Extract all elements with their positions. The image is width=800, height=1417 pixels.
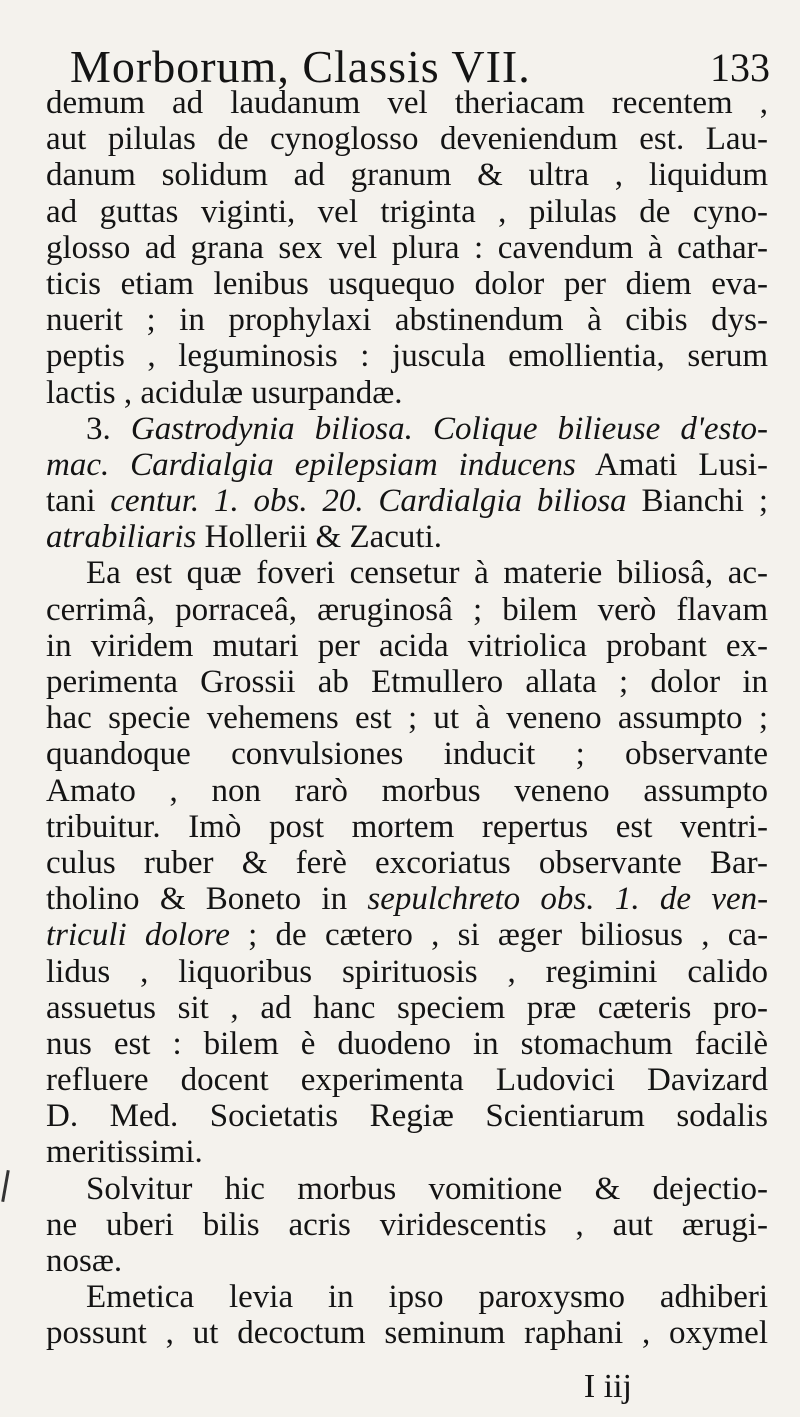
text-line: nosæ. — [46, 1243, 123, 1279]
text-line: meritissimi. — [46, 1134, 203, 1171]
text-line: in viridem mutari per acida vitriolica probant ex- — [46, 627, 768, 664]
text-line: demum ad laudanum vel theriacam recentem , — [46, 85, 768, 121]
text-line: nuerit ; in prophylaxi abstinendum à cibis dys- — [46, 302, 768, 339]
text-line: 3. Gastrodynia biliosa. Colique bilieuse d'esto- — [86, 410, 768, 447]
text-line: hac specie vehemens est ; ut à veneno assumpto ; — [46, 700, 768, 737]
text-line: ticis etiam lenibus usquequo dolor per diem eva- — [46, 265, 768, 302]
text-line: mac. Cardialgia epilepsiam inducens Amati Lusi- — [46, 446, 768, 483]
text-line: aut pilulas de cynoglosso deveniendum est. Lau- — [46, 121, 768, 158]
text-line: refluere docent experimenta Ludovici Davizard — [46, 1062, 768, 1099]
text-line: assuetus sit , ad hanc speciem præ cæteris pro- — [46, 989, 768, 1026]
signature-mark: I iij — [583, 1368, 632, 1405]
text-line: cerrimâ, porraceâ, æruginosâ ; bilem verò flavam — [46, 591, 768, 628]
text-line: ad guttas viginti, vel triginta , pilulas de cyno- — [46, 193, 768, 230]
text-line: Amato , non rarò morbus veneno assumpto — [46, 772, 768, 809]
margin-mark — [1, 1170, 10, 1202]
text-line: possunt , ut decoctum seminum raphani , oxymel — [46, 1315, 768, 1352]
text-line: tani centur. 1. obs. 20. Cardialgia biliosa Bianchi ; — [46, 483, 768, 520]
running-title: Morborum, Classis VII. — [70, 41, 531, 92]
text-line: danum solidum ad granum & ultra , liquidum — [46, 157, 768, 194]
text-line: Emetica levia in ipso paroxysmo adhiberi — [86, 1279, 768, 1316]
text-line: peptis , leguminosis : juscula emollientia, serum — [46, 338, 768, 375]
text-line: Ea est quæ foveri censetur à materie biliosâ, ac- — [86, 555, 768, 592]
text-line: tholino & Boneto in sepulchreto obs. 1. de ven- — [46, 881, 768, 918]
text-line: atrabiliaris Hollerii & Zacuti. — [46, 519, 442, 556]
text-line: perimenta Grossii ab Etmullero allata ; dolor in — [46, 664, 768, 700]
page-number: 133 — [710, 45, 770, 90]
text-line: D. Med. Societatis Regiæ Scientiarum sodalis — [46, 1098, 768, 1135]
text-line: tribuitur. Imò post mortem repertus est ventri- — [46, 808, 768, 845]
text-line: lidus , liquoribus spirituosis , regimini calido — [46, 953, 768, 990]
text-line: lactis , acidulæ usurpandæ. — [46, 374, 403, 411]
text-line: ne uberi bilis acris viridescentis , aut ærugi- — [46, 1206, 768, 1243]
text-line: glosso ad grana sex vel plura : cavendum à cathar- — [46, 229, 768, 266]
text-line: triculi dolore ; de cætero , si æger biliosus , ca- — [46, 917, 768, 954]
text-line: nus est : bilem è duodeno in stomachum facilè — [46, 1025, 768, 1062]
text-line: culus ruber & ferè excoriatus observante Bar- — [46, 844, 768, 881]
text-line: Solvitur hic morbus vomitione & dejectio- — [86, 1170, 768, 1207]
body-text — [46, 85, 768, 1352]
text-line: quandoque convulsiones inducit ; observante — [46, 736, 768, 773]
